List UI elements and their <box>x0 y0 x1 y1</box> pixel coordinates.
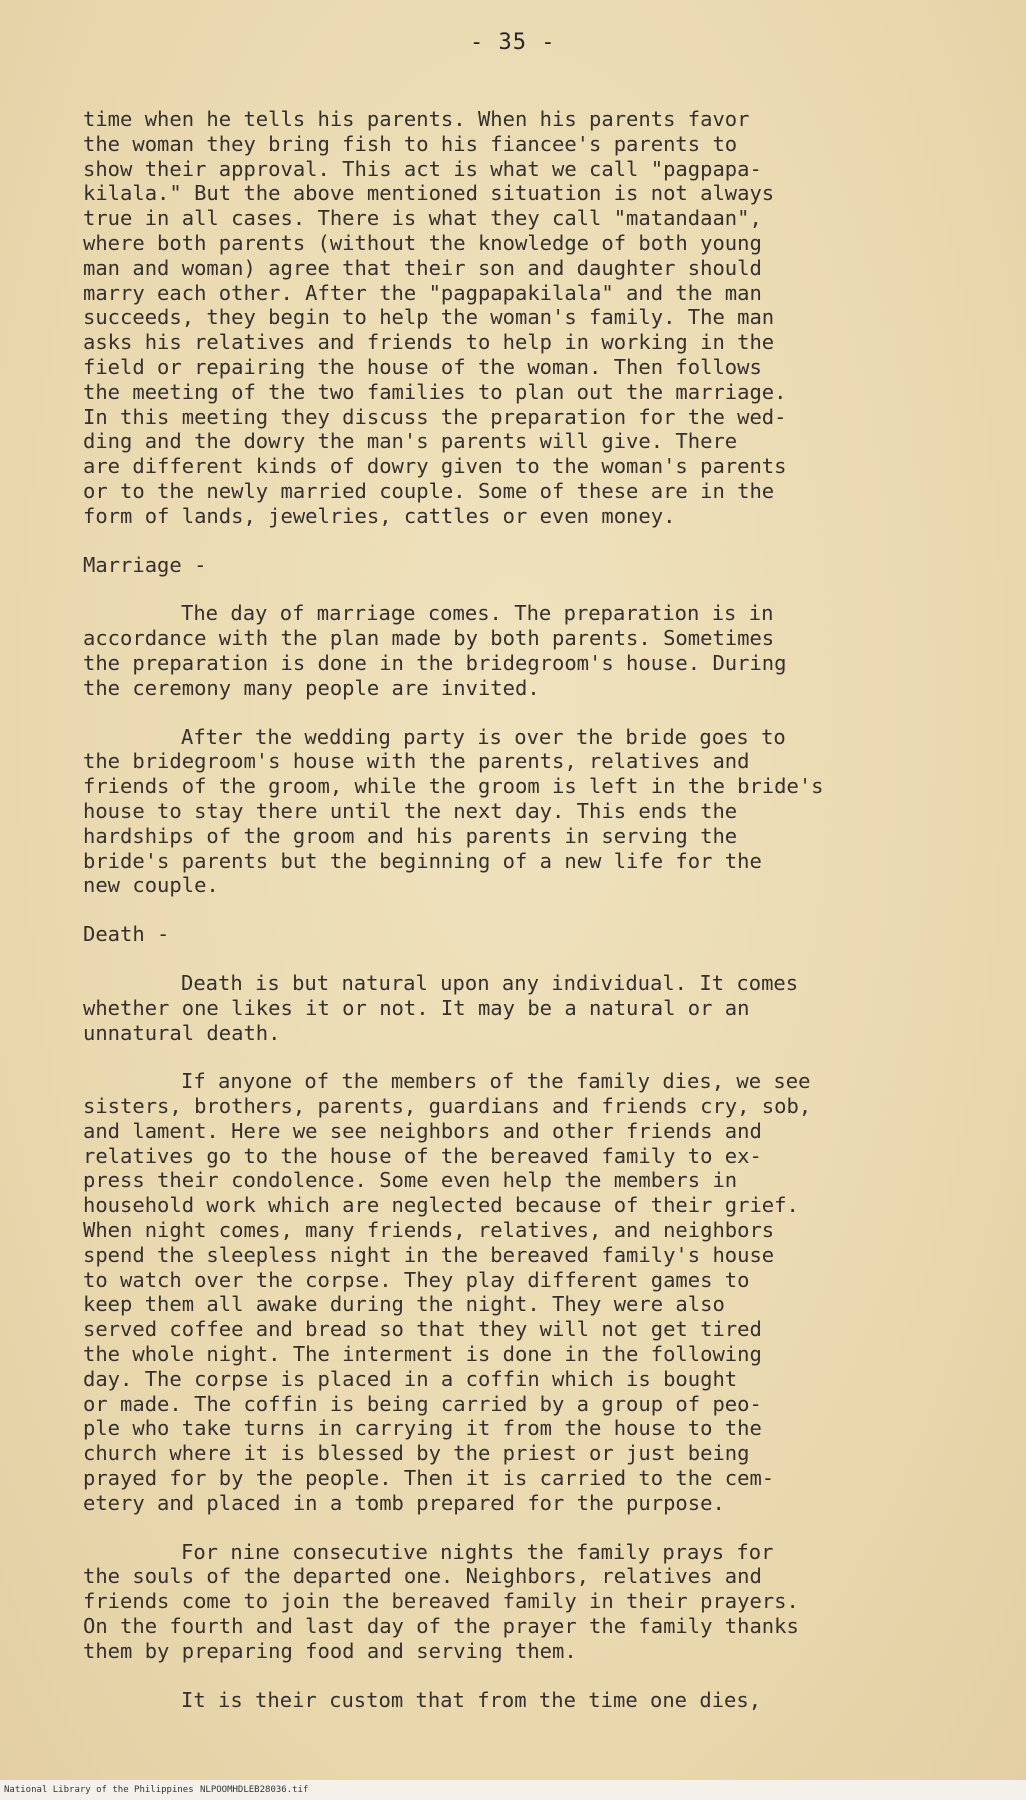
text-line: Death is but natural upon any individual. It comes <box>181 970 799 995</box>
text-line: man and woman) agree that their son and daughter should <box>83 255 762 280</box>
text-line: etery and placed in a tomb prepared for the purpose. <box>83 1490 725 1515</box>
paragraph <box>83 725 983 899</box>
paragraph <box>83 1540 983 1664</box>
text-line: the bridegroom's house with the parents, relatives and <box>83 749 750 774</box>
text-line: unnatural death. <box>83 1020 281 1045</box>
text-line: where both parents (without the knowledge of both young <box>83 230 762 255</box>
text-line: the meeting of the two families to plan out the marriage. <box>83 379 787 404</box>
text-line: whether one likes it or not. It may be a natural or an <box>83 995 750 1020</box>
text-line: prayed for by the people. Then it is carried to the cem- <box>83 1466 775 1491</box>
text-line: or to the newly married couple. Some of these are in the <box>83 478 775 503</box>
text-line: kilala." But the above mentioned situation is not always <box>83 181 775 206</box>
text-line: If anyone of the members of the family dies, we see <box>181 1069 811 1094</box>
text-line: or made. The coffin is being carried by a group of peo- <box>83 1391 762 1416</box>
paragraph <box>83 601 983 700</box>
text-line: church where it is blessed by the priest or just being <box>83 1441 750 1466</box>
text-line: the ceremony many people are invited. <box>83 675 540 700</box>
text-line: show their approval. This act is what we call "pagpapa- <box>83 156 762 181</box>
text-line: asks his relatives and friends to help in working in the <box>83 330 775 355</box>
text-line: day. The corpse is placed in a coffin which is bought <box>83 1366 738 1391</box>
text-line: and lament. Here we see neighbors and other friends and <box>83 1118 762 1143</box>
section-heading: Death - <box>83 922 170 947</box>
footer-file-id: NLPOOMHDLEB28036.tif <box>200 1785 309 1795</box>
text-line: spend the sleepless night in the bereaved family's house <box>83 1242 775 1267</box>
text-line: ple who take turns in carrying it from the house to the <box>83 1416 762 1441</box>
text-line: are different kinds of dowry given to the woman's parents <box>83 454 787 479</box>
text-line: form of lands, jewelries, cattles or even money. <box>83 503 676 528</box>
text-line: the preparation is done in the bridegroom's house. During <box>83 650 787 675</box>
text-line: press their condolence. Some even help the members in <box>83 1168 738 1193</box>
text-line: time when he tells his parents. When his parents favor <box>83 107 750 131</box>
text-line: sisters, brothers, parents, guardians and friends cry, sob, <box>83 1094 812 1119</box>
text-line: In this meeting they discuss the preparation for the wed- <box>83 404 787 429</box>
text-line: For nine consecutive nights the family prays for <box>181 1539 774 1564</box>
page-number: - 35 - <box>470 30 556 55</box>
text-line: the woman they bring fish to his fiancee's parents to <box>83 131 738 156</box>
text-line: friends of the groom, while the groom is left in the bride's <box>83 774 824 799</box>
text-line: household work which are neglected because of their grief. <box>83 1193 799 1218</box>
scan-footer <box>0 1780 1026 1800</box>
text-line: succeeds, they begin to help the woman's family. The man <box>83 305 775 330</box>
text-line: The day of marriage comes. The preparation is in <box>181 601 774 626</box>
text-line: marry each other. After the "pagpapakilala" and the man <box>83 280 762 305</box>
paragraph <box>83 107 983 529</box>
text-line: accordance with the plan made by both parents. Sometimes <box>83 626 775 651</box>
text-line: house to stay there until the next day. This ends the <box>83 798 738 823</box>
section-heading: Marriage - <box>83 552 207 577</box>
text-line: friends come to join the bereaved family in their prayers. <box>83 1589 799 1614</box>
text-line: hardships of the groom and his parents in serving the <box>83 823 738 848</box>
text-line: field or repairing the house of the woman. Then follows <box>83 354 762 379</box>
text-line: new couple. <box>83 873 219 898</box>
text-line: It is their custom that from the time one dies, <box>181 1687 762 1712</box>
text-line: the whole night. The interment is done in the following <box>83 1342 762 1367</box>
document-body <box>83 107 983 1736</box>
paragraph <box>83 1069 983 1515</box>
text-line: relatives go to the house of the bereaved family to ex- <box>83 1143 762 1168</box>
text-line: served coffee and bread so that they will not get tired <box>83 1317 762 1342</box>
text-line: to watch over the corpse. They play different games to <box>83 1267 750 1292</box>
text-line: keep them all awake during the night. They were also <box>83 1292 725 1317</box>
text-line: true in all cases. There is what they call "matandaan", <box>83 206 762 231</box>
text-line: bride's parents but the beginning of a new life for the <box>83 848 762 873</box>
text-line: them by preparing food and serving them. <box>83 1638 577 1663</box>
paragraph <box>83 971 983 1045</box>
text-line: After the wedding party is over the bride goes to <box>181 724 786 749</box>
footer-library: National Library of the Philippines <box>4 1785 194 1795</box>
text-line: ding and the dowry the man's parents will give. There <box>83 429 738 454</box>
paragraph <box>83 1688 983 1713</box>
text-line: On the fourth and last day of the prayer the family thanks <box>83 1614 799 1639</box>
text-line: the souls of the departed one. Neighbors, relatives and <box>83 1564 762 1589</box>
text-line: When night comes, many friends, relatives, and neighbors <box>83 1218 775 1243</box>
